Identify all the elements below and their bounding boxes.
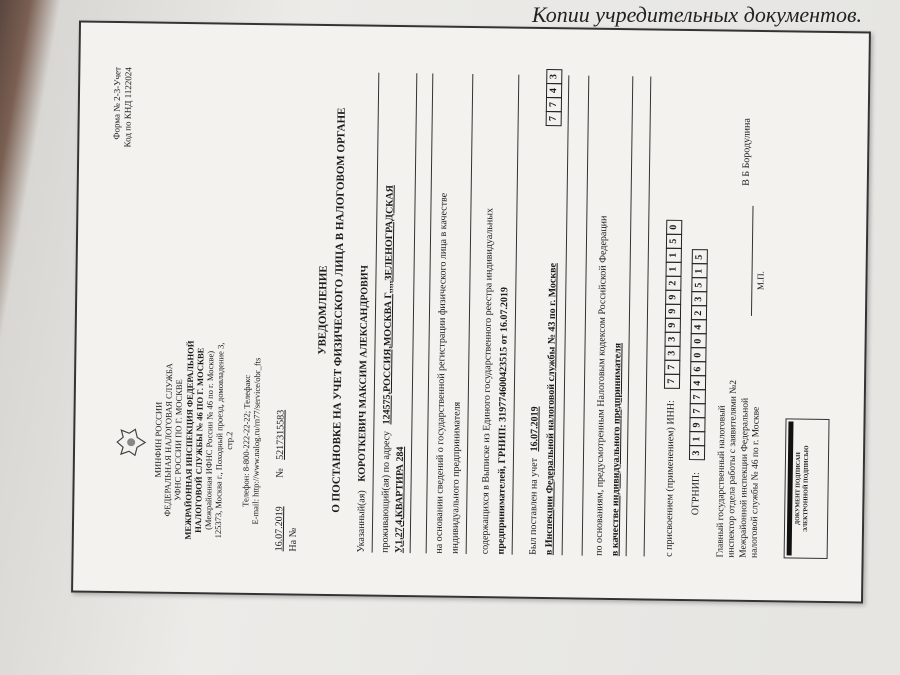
basis-row-2: индивидуального предпринимателя — [449, 401, 463, 554]
doc-number: 5217315583 — [274, 409, 287, 460]
grounds-row: по основаниям, предусмотренным Налоговым кодексом Российской Федерации — [593, 215, 610, 556]
ogrnip-digit-box: 1 — [689, 432, 705, 447]
ogrnip-digit-box: 6 — [690, 362, 706, 377]
emblem-icon — [115, 427, 147, 457]
divider — [512, 75, 520, 555]
address-row: проживающий(ая) по адресу 124575,РОССИЯ,МОСКВА Г,,,,,ЗЕЛЕНОГРАДСКАЯ — [379, 185, 396, 553]
divider — [582, 76, 590, 556]
registered-date: 16.07.2019 — [529, 406, 541, 452]
address-value: 124575,РОССИЯ,МОСКВА Г,,,,,ЗЕЛЕНОГРАДСКАЯ — [381, 185, 396, 425]
inn-digit-box: 9 — [665, 318, 681, 333]
doc-date: 16.07.2019 — [273, 506, 286, 552]
person-name: КОРОТКЕВИЧ МАКСИМ АЛЕКСАНДРОВИЧ — [356, 265, 371, 482]
ogrnip-digit-box: 5 — [691, 278, 707, 293]
signer-position: Главный государственный налоговый инспектор отдела работы с заявителями №2 Межрайонной инспекции Федеральной налоговой службы № 46 по г. Москве — [715, 379, 762, 559]
person-row: Указанный(ая) КОРОТКЕВИЧ МАКСИМ АЛЕКСАНДРОВИЧ — [355, 265, 371, 553]
inn-digit-box: 7 — [664, 360, 680, 375]
doc-subtitle: О ПОСТАНОВКЕ НА УЧЕТ ФИЗИЧЕСКОГО ЛИЦА В НАЛОГОВОМ ОРГАНЕ — [330, 107, 348, 513]
inn-digit-box: 1 — [666, 248, 682, 263]
authority-block: МИНФИН РОССИИ ФЕДЕРАЛЬНАЯ НАЛОГОВАЯ СЛУЖБА УФНС РОССИИ ПО Г. МОСКВЕ МЕЖРАЙОННАЯ ИНСПЕКЦИЯ ФЕДЕРАЛЬНОЙ НАЛОГОВОЙ СЛУЖБЫ № 46 ПО Г. МОСКВЕ (Межрайонная ИФНС России № 46 по г. Москве) 125373, Москва г., Походный проезд, домовладение 3, стр.2 Телефон: 8-800-222-22-22; Телефакс E-mail: http://www.nalog.ru/rn77/service/obr_fts — [152, 340, 263, 540]
form-code: Форма № 2-3-Учет Код по КНД 1122024 — [111, 66, 134, 148]
divider — [562, 75, 570, 555]
document-sheet — [71, 20, 871, 603]
ogrnip-digit-box: 4 — [691, 320, 707, 335]
signer-name: В Б Бородулина — [740, 118, 753, 186]
ogrnip-digit-box: 3 — [689, 446, 705, 461]
inn-digit-box: 0 — [666, 220, 682, 235]
e-signature-stamp: ДОКУМЕНТ ПОДПИСАН ЭЛЕКТРОННОЙ ПОДПИСЬЮ — [784, 418, 830, 559]
ogrnip-digit-box: 3 — [691, 292, 707, 307]
grounds-row-2: в качестве индивидуального предпринимателя — [609, 342, 624, 557]
inn-digit-box: 5 — [666, 234, 682, 249]
doc-title: УВЕДОМЛЕНИЕ — [316, 265, 330, 355]
contained-row: содержащихся в Выписке из Единого государственного реестра индивидуальных — [479, 207, 496, 555]
ogrnip-digit-box: 0 — [690, 348, 706, 363]
inn-digit-box: 9 — [665, 290, 681, 305]
divider — [644, 76, 652, 556]
inn-digits — [666, 220, 679, 388]
notice-document — [87, 47, 854, 578]
stamp-place: М.П. — [755, 270, 766, 291]
ogrnip-digit-box: 7 — [690, 404, 706, 419]
ogrnip-digit-box: 4 — [690, 376, 706, 391]
inn-digit-box: 9 — [665, 304, 681, 319]
inspection-row: в Инспекции Федеральной налоговой службы № 43 по г. Москве — [543, 262, 559, 556]
ogrnip-digit-box: 5 — [692, 250, 708, 265]
inn-digit-box: 3 — [664, 346, 680, 361]
divider — [426, 73, 434, 553]
ogrnip-digit-box: 0 — [691, 334, 707, 349]
address-value-2: У,1,27,4,КВАРТИРА 284 — [393, 446, 407, 554]
ogrnip-digits — [691, 250, 705, 460]
inn-digit-box: 3 — [665, 332, 681, 347]
grnip-row: предпринимателей, ГРНИП: 319774600423515 от 16.07.2019 — [495, 287, 511, 555]
ogrnip-digit-box: 7 — [690, 390, 706, 405]
ogrnip-digit-box: 1 — [691, 264, 707, 279]
inn-digit-box: 7 — [664, 374, 680, 389]
date-number-row: 16.07.2019 № 5217315583 — [273, 409, 287, 552]
signature-line — [751, 206, 754, 316]
divider — [410, 73, 418, 553]
inspection-code: 7743 — [546, 69, 563, 125]
basis-row: на основании сведений о государственной регистрации физического лица в качестве — [433, 192, 450, 554]
ogrnip-digit-box: 9 — [689, 418, 705, 433]
divider — [466, 74, 474, 554]
page-caption: Копии учредительных документов. — [532, 2, 862, 27]
ogrnip-row: ОГРНИП: 319774600423515 — [688, 65, 710, 515]
inn-digit-box: 1 — [666, 262, 682, 277]
registered-row: Был поставлен на учет 16.07.2019 — [527, 406, 541, 555]
reference-number: На № — [287, 527, 299, 552]
inn-digit-box: 2 — [665, 276, 681, 291]
inn-row: с присвоением (применением) ИНН: 773399921150 — [662, 67, 685, 557]
ogrnip-digit-box: 2 — [691, 306, 707, 321]
divider — [626, 76, 634, 556]
